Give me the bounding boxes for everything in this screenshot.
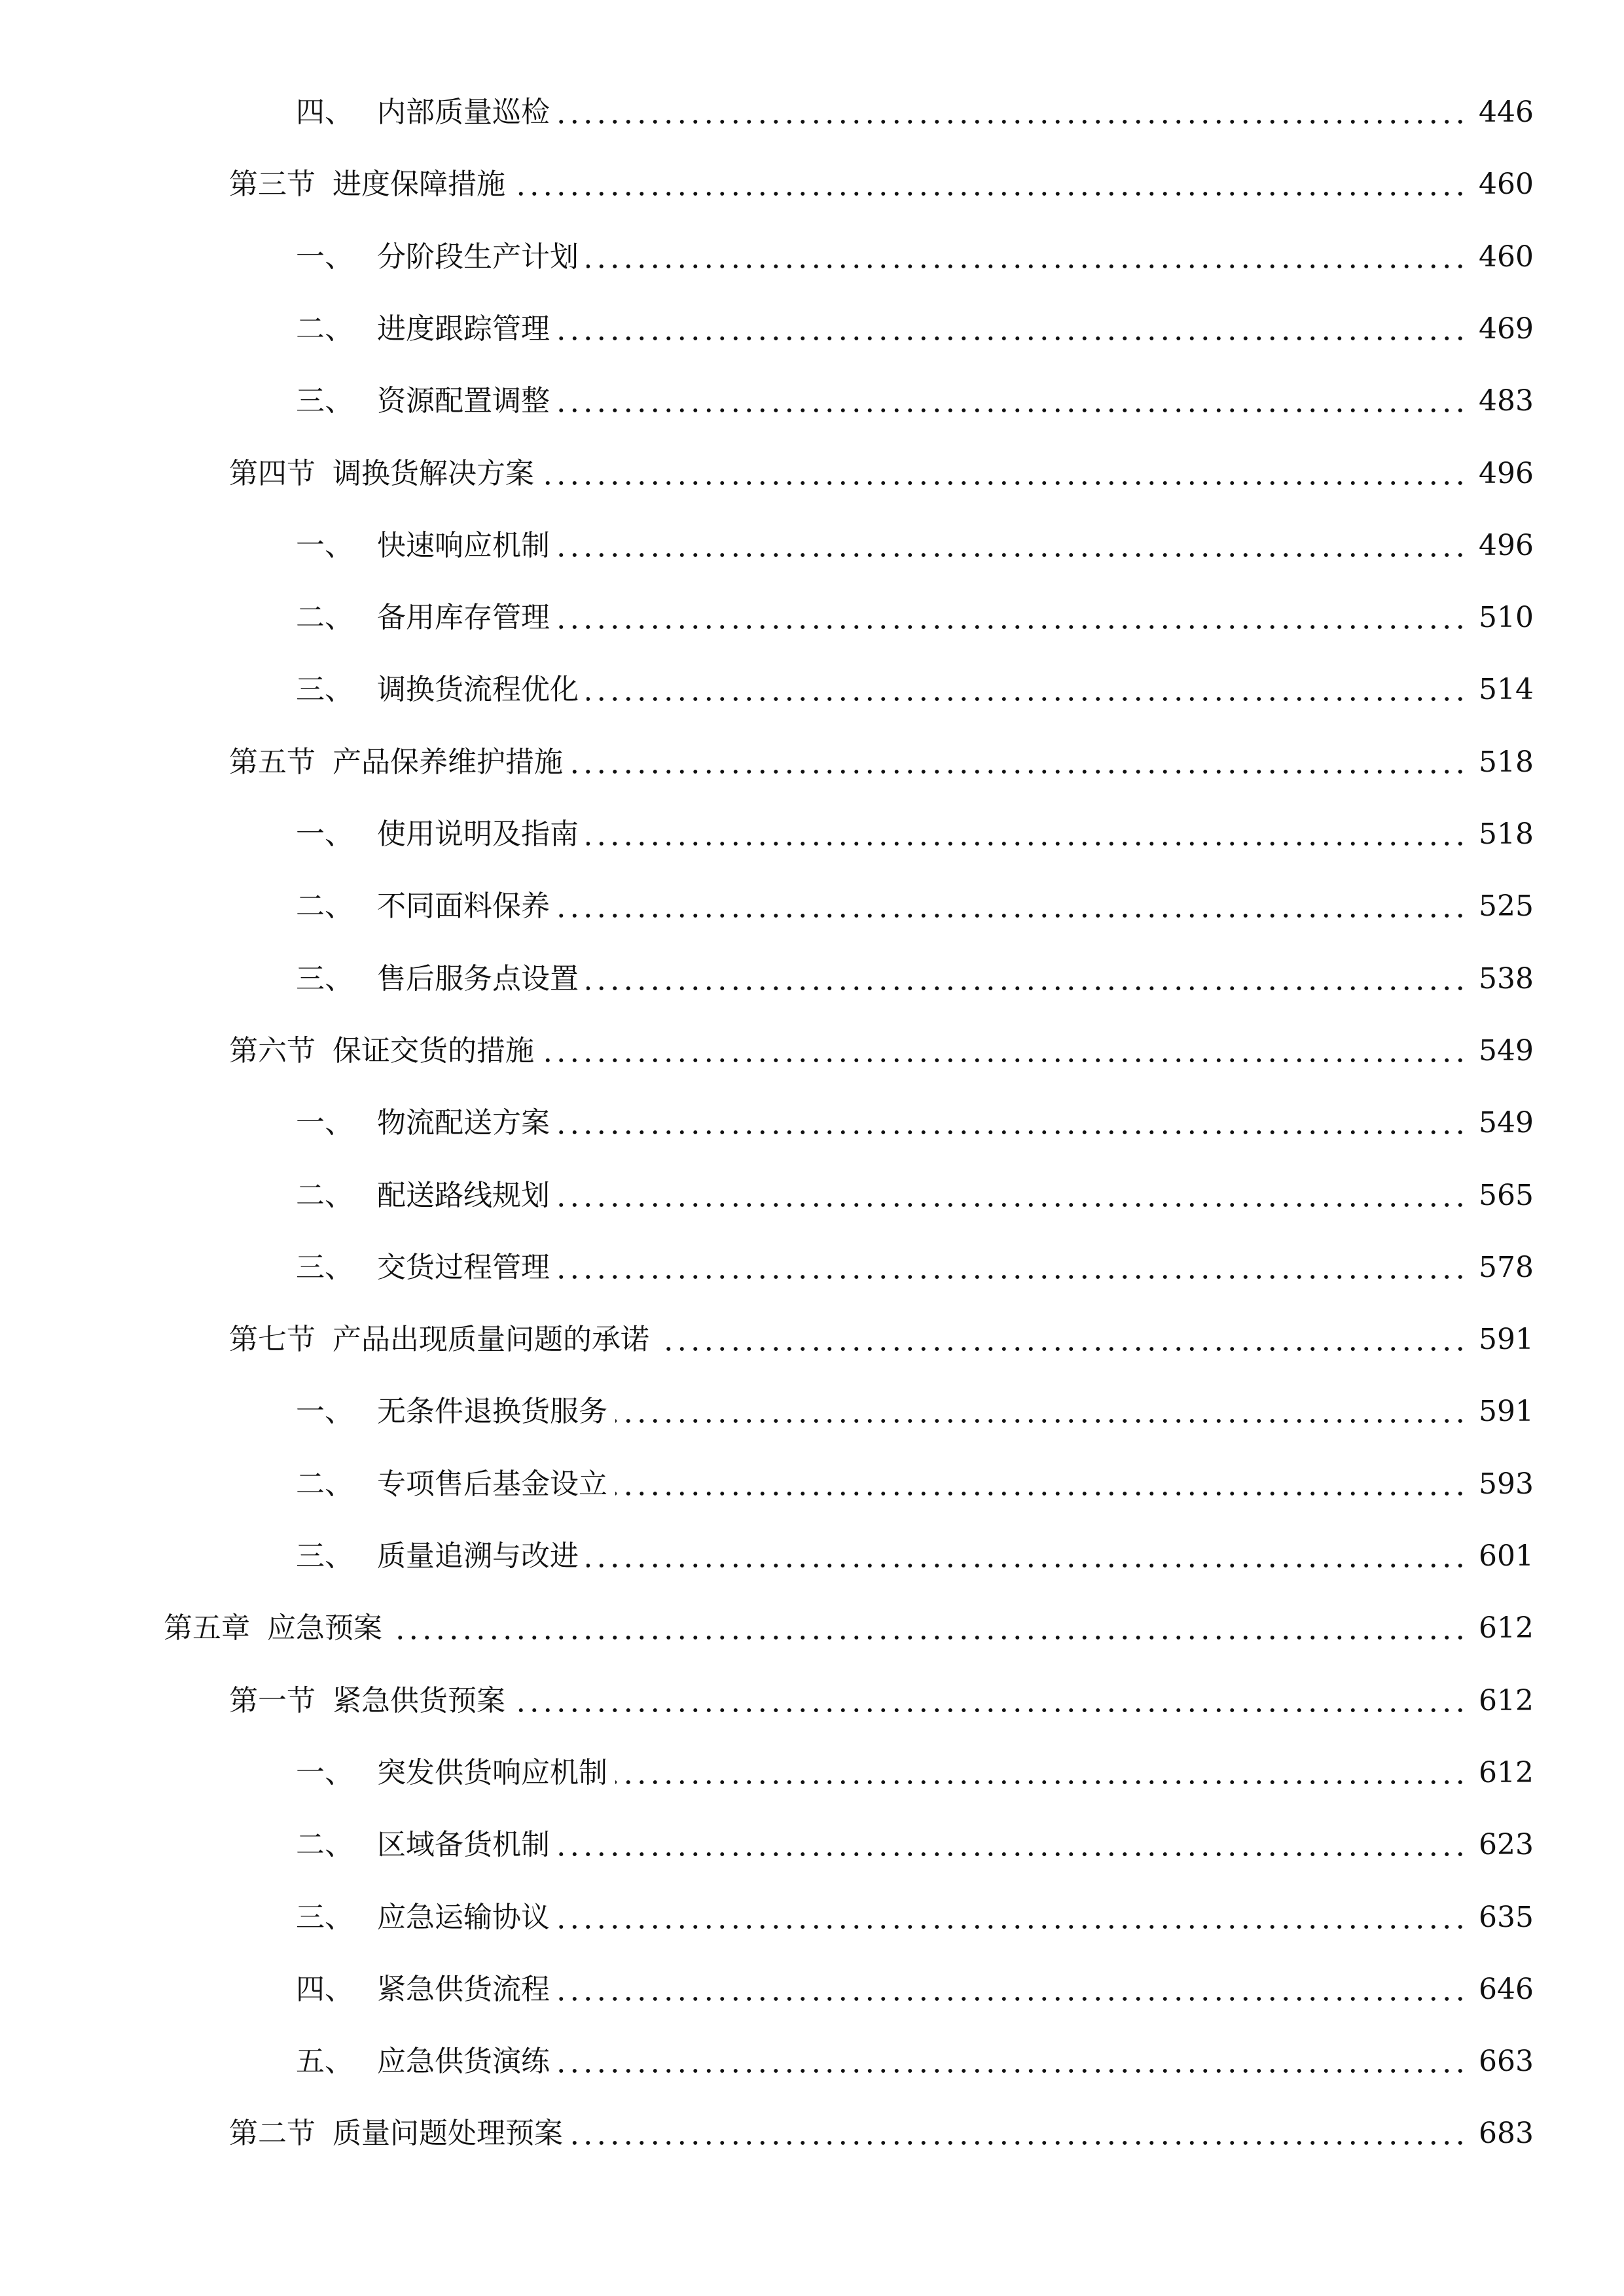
toc-entry-page-number: 623 — [1479, 1828, 1534, 1862]
toc-entry-title: 调换货流程优化 — [377, 673, 579, 707]
toc-entry-page-number: 446 — [1479, 96, 1534, 129]
toc-entry-section[interactable] — [229, 158, 1534, 204]
toc-entry-title: 不同面料保养 — [377, 889, 550, 924]
toc-entry-item[interactable] — [296, 664, 1534, 709]
toc-entry-title: 质量问题处理预案 — [333, 2117, 563, 2151]
toc-entry-item[interactable] — [296, 375, 1534, 421]
dot-leader — [558, 1996, 1467, 2001]
toc-entry-item[interactable] — [296, 1458, 1534, 1504]
toc-entry-number: 三、 — [296, 1539, 353, 1573]
toc-entry-title: 紧急供货预案 — [333, 1683, 505, 1717]
toc-entry-page-number: 683 — [1479, 2117, 1534, 2151]
toc-entry-page-number: 518 — [1479, 817, 1534, 851]
toc-entry-page-number: 469 — [1479, 312, 1534, 346]
dot-leader — [513, 1708, 1467, 1713]
dot-leader — [558, 408, 1467, 413]
toc-entry-number: 二、 — [296, 1467, 353, 1501]
dot-leader — [542, 1058, 1467, 1063]
toc-entry-number: 第六节 — [229, 1033, 316, 1067]
toc-entry-number: 二、 — [296, 1828, 353, 1862]
dot-leader — [586, 1563, 1467, 1568]
dot-leader — [615, 1491, 1467, 1496]
toc-entry-number: 五、 — [296, 2045, 353, 2079]
toc-entry-page-number: 635 — [1479, 1900, 1534, 1934]
toc-entry-item[interactable] — [296, 1964, 1534, 2009]
toc-entry-page-number: 510 — [1479, 601, 1534, 635]
toc-entry-section[interactable] — [229, 2108, 1534, 2153]
toc-entry-number: 第二节 — [229, 2117, 316, 2151]
toc-entry-number: 一、 — [296, 1106, 353, 1140]
dot-leader — [615, 1780, 1467, 1785]
toc-entry-section[interactable] — [229, 1675, 1534, 1721]
toc-entry-page-number: 538 — [1479, 961, 1534, 996]
toc-entry-title: 质量追溯与改进 — [377, 1539, 579, 1573]
toc-entry-section[interactable] — [229, 1314, 1534, 1359]
toc-entry-page-number: 612 — [1479, 1611, 1534, 1645]
toc-entry-page-number: 591 — [1479, 1323, 1534, 1357]
dot-leader — [558, 336, 1467, 341]
toc-entry-item[interactable] — [296, 953, 1534, 999]
dot-leader — [558, 119, 1467, 124]
dot-leader — [586, 986, 1467, 991]
toc-entry-number: 一、 — [296, 817, 353, 851]
toc-entry-item[interactable] — [296, 303, 1534, 349]
dot-leader — [558, 1924, 1467, 1929]
toc-entry-page-number: 663 — [1479, 2045, 1534, 2079]
toc-entry-title: 配送路线规划 — [377, 1178, 550, 1212]
toc-entry-number: 二、 — [296, 1178, 353, 1212]
toc-entry-title: 使用说明及指南 — [377, 817, 579, 851]
toc-entry-number: 一、 — [296, 240, 353, 274]
toc-entry-number: 一、 — [296, 1395, 353, 1429]
toc-entry-number: 二、 — [296, 889, 353, 924]
toc-entry-title: 应急供货演练 — [377, 2045, 550, 2079]
toc-entry-title: 分阶段生产计划 — [377, 240, 579, 274]
dot-leader — [571, 769, 1467, 774]
toc-entry-number: 第五章 — [164, 1611, 250, 1645]
toc-entry-number: 第五节 — [229, 745, 316, 779]
toc-entry-item[interactable] — [296, 808, 1534, 854]
toc-entry-section[interactable] — [229, 1025, 1534, 1071]
toc-entry-page-number: 549 — [1479, 1033, 1534, 1067]
toc-entry-page-number: 496 — [1479, 456, 1534, 490]
toc-entry-title: 内部质量巡检 — [377, 96, 550, 129]
toc-entry-number: 二、 — [296, 601, 353, 635]
toc-entry-chapter[interactable] — [164, 1602, 1534, 1648]
toc-entry-item[interactable] — [296, 1242, 1534, 1287]
toc-entry-page-number: 496 — [1479, 528, 1534, 562]
toc-entry-item[interactable] — [296, 231, 1534, 277]
toc-entry-item[interactable] — [296, 1892, 1534, 1937]
dot-leader — [513, 191, 1467, 196]
toc-entry-number: 三、 — [296, 1900, 353, 1934]
toc-entry-title: 备用库存管理 — [377, 601, 550, 635]
dot-leader — [586, 841, 1467, 846]
toc-entry-title: 产品保养维护措施 — [333, 745, 563, 779]
toc-entry-title: 产品出现质量问题的承诺 — [333, 1323, 649, 1357]
toc-entry-page-number: 525 — [1479, 889, 1534, 924]
toc-entry-page-number: 549 — [1479, 1106, 1534, 1140]
dot-leader — [558, 1274, 1467, 1280]
toc-entry-title: 应急预案 — [267, 1611, 382, 1645]
toc-entry-number: 三、 — [296, 961, 353, 996]
toc-entry-title: 交货过程管理 — [377, 1250, 550, 1284]
toc-entry-number: 一、 — [296, 528, 353, 562]
toc-entry-page-number: 612 — [1479, 1755, 1534, 1789]
toc-entry-section[interactable] — [229, 736, 1534, 782]
toc-entry-page-number: 460 — [1479, 168, 1534, 202]
dot-leader — [558, 913, 1467, 918]
toc-entry-title: 资源配置调整 — [377, 384, 550, 418]
toc-entry-title: 售后服务点设置 — [377, 961, 579, 996]
toc-entry-number: 第一节 — [229, 1683, 316, 1717]
dot-leader — [571, 2140, 1467, 2145]
dot-leader — [586, 264, 1467, 269]
toc-entry-page-number: 601 — [1479, 1539, 1534, 1573]
toc-entry-page-number: 514 — [1479, 673, 1534, 707]
toc-entry-number: 第四节 — [229, 456, 316, 490]
toc-entry-number: 三、 — [296, 673, 353, 707]
toc-entry-page-number: 593 — [1479, 1467, 1534, 1501]
toc-entry-page-number: 518 — [1479, 745, 1534, 779]
toc-entry-number: 四、 — [296, 1972, 353, 2006]
toc-entry-title: 进度跟踪管理 — [377, 312, 550, 346]
toc-entry-item[interactable] — [296, 880, 1534, 926]
toc-entry-page-number: 578 — [1479, 1250, 1534, 1284]
toc-entry-number: 二、 — [296, 312, 353, 346]
toc-entry-page-number: 612 — [1479, 1683, 1534, 1717]
dot-leader — [615, 1418, 1467, 1424]
toc-entry-item[interactable] — [296, 592, 1534, 637]
dot-leader — [558, 1852, 1467, 1857]
toc-entry-page-number: 565 — [1479, 1178, 1534, 1212]
dot-leader — [390, 1635, 1467, 1640]
dot-leader — [558, 1202, 1467, 1208]
toc-entry-title: 进度保障措施 — [333, 168, 505, 202]
toc-entry-title: 快速响应机制 — [377, 528, 550, 562]
toc-entry-title: 突发供货响应机制 — [377, 1755, 607, 1789]
toc-entry-page-number: 483 — [1479, 384, 1534, 418]
toc-entry-title: 区域备货机制 — [377, 1828, 550, 1862]
dot-leader — [558, 1130, 1467, 1135]
dot-leader — [586, 696, 1467, 702]
dot-leader — [542, 480, 1467, 486]
toc-entry-title: 无条件退换货服务 — [377, 1395, 607, 1429]
toc-entry-page-number: 591 — [1479, 1395, 1534, 1429]
toc-entry-item[interactable] — [296, 1819, 1534, 1865]
toc-entry-number: 三、 — [296, 384, 353, 418]
dot-leader — [657, 1346, 1467, 1352]
toc-entry-title: 调换货解决方案 — [333, 456, 534, 490]
toc-entry-number: 一、 — [296, 1755, 353, 1789]
toc-entry-item[interactable] — [296, 1530, 1534, 1576]
toc-entry-item[interactable] — [296, 86, 1534, 132]
toc-entry-title: 物流配送方案 — [377, 1106, 550, 1140]
toc-entry-title: 应急运输协议 — [377, 1900, 550, 1934]
toc-entry-number: 第七节 — [229, 1323, 316, 1357]
dot-leader — [558, 552, 1467, 558]
toc-entry-item[interactable] — [296, 520, 1534, 565]
toc-entry-item[interactable] — [296, 1386, 1534, 1431]
toc-entry-title: 保证交货的措施 — [333, 1033, 534, 1067]
toc-entry-number: 三、 — [296, 1250, 353, 1284]
toc-entry-page-number: 646 — [1479, 1972, 1534, 2006]
toc-entry-item[interactable] — [296, 1747, 1534, 1793]
toc-entry-title: 紧急供货流程 — [377, 1972, 550, 2006]
toc-entry-number: 第三节 — [229, 168, 316, 202]
dot-leader — [558, 2068, 1467, 2073]
toc-entry-section[interactable] — [229, 448, 1534, 493]
toc-entry-item[interactable] — [296, 2036, 1534, 2081]
dot-leader — [558, 624, 1467, 630]
toc-entry-item[interactable] — [296, 1097, 1534, 1143]
toc-entry-item[interactable] — [296, 1170, 1534, 1215]
toc-entry-title: 专项售后基金设立 — [377, 1467, 607, 1501]
toc-entry-number: 四、 — [296, 96, 353, 129]
toc-entry-page-number: 460 — [1479, 240, 1534, 274]
